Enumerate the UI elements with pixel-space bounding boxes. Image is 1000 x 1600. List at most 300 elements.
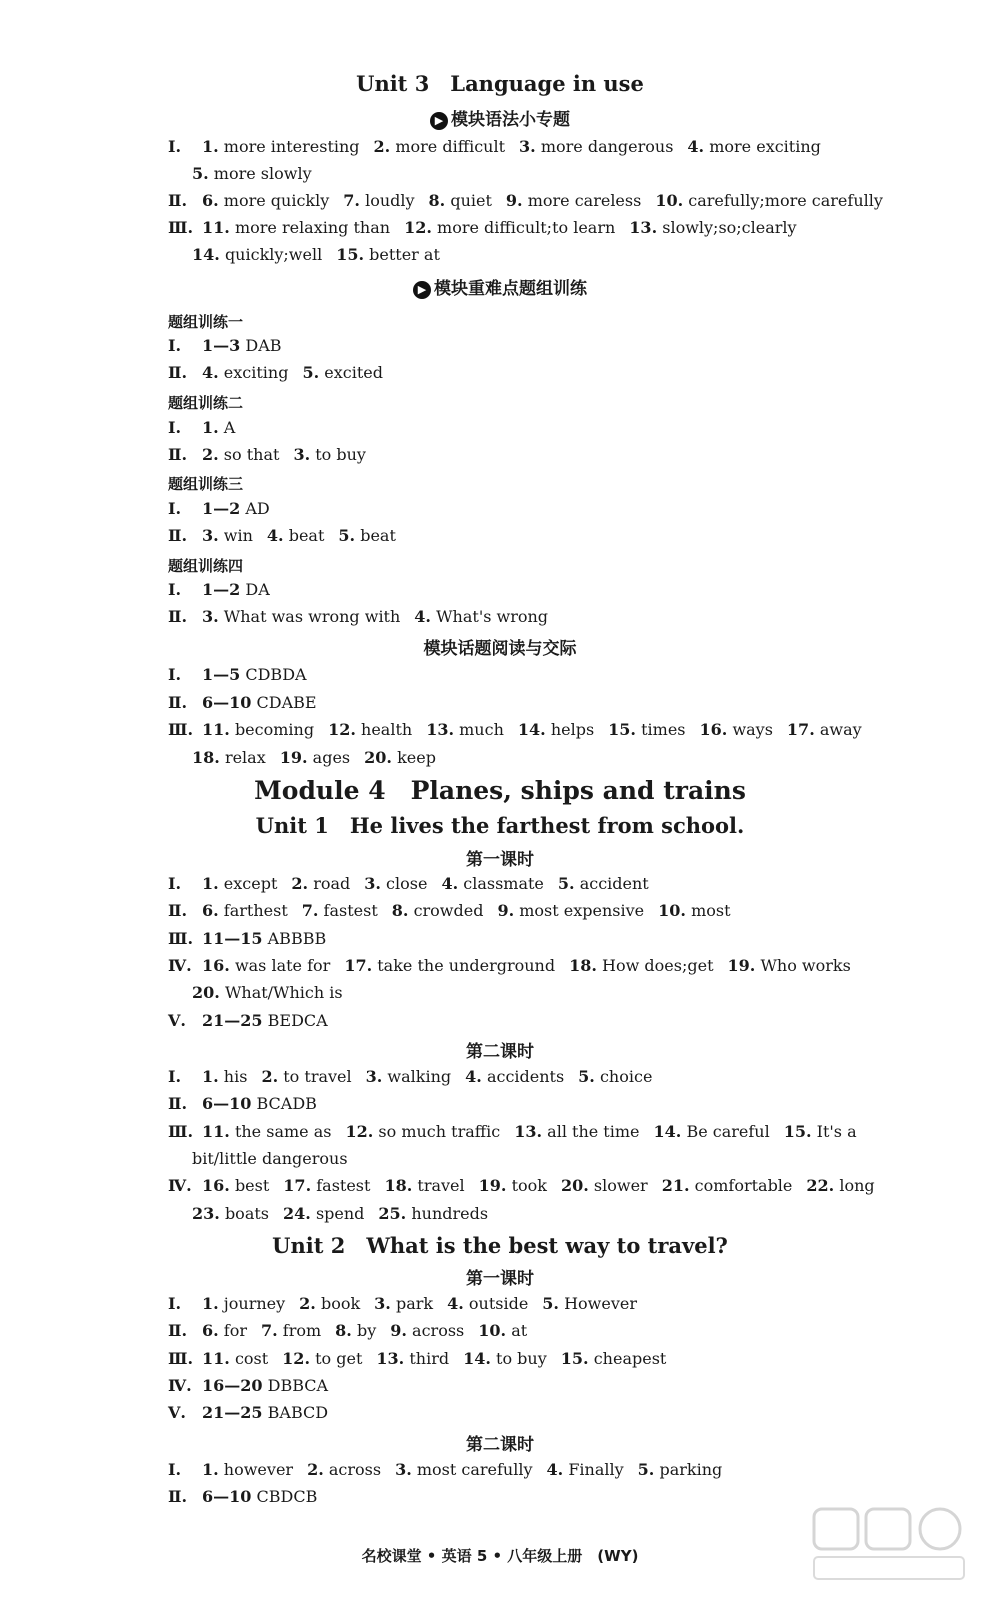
answer-text: close — [386, 874, 428, 893]
question-number: 23. — [192, 1203, 220, 1223]
answer-text: at — [511, 1321, 528, 1341]
answer-line — [192, 748, 450, 768]
roman-numeral: Ⅲ. — [168, 928, 194, 948]
roman-numeral: Ⅱ. — [168, 607, 188, 626]
answer-item — [366, 1067, 452, 1086]
question-number: 16—20 — [202, 1375, 263, 1395]
question-number: 1. — [202, 137, 219, 156]
answer-text: BEDCA — [267, 1010, 328, 1030]
question-number: 20. — [364, 747, 392, 767]
answer-text: CDABE — [256, 692, 317, 712]
answer-item — [202, 929, 326, 948]
answer-text: more difficult;to learn — [437, 218, 616, 237]
question-number: 14. — [517, 720, 546, 739]
answer-item — [202, 1011, 328, 1030]
roman-numeral: Ⅱ. — [168, 692, 188, 712]
answer-text: choice — [599, 1067, 653, 1086]
question-number: 4. — [441, 874, 459, 893]
answer-text: best — [234, 1176, 270, 1196]
question-number: 11. — [202, 1121, 230, 1141]
answer-text: more quickly — [223, 191, 330, 210]
answer-item — [192, 748, 266, 767]
answer-text: road — [313, 874, 351, 893]
question-number: 13. — [514, 1121, 543, 1141]
question-number: 1. — [202, 874, 219, 893]
answer-item — [328, 720, 412, 739]
answer-text: parking — [659, 1460, 723, 1479]
answer-item — [414, 607, 548, 626]
answer-item — [364, 874, 427, 893]
roman-numeral: Ⅱ. — [168, 1487, 188, 1506]
answer-item — [202, 1376, 328, 1395]
answer-text: BCADB — [256, 1094, 317, 1114]
answer-line — [168, 526, 410, 546]
answer-item — [202, 418, 235, 437]
answer-text: take the underground — [377, 955, 556, 975]
roman-numeral: Ⅱ. — [168, 1321, 188, 1341]
question-number: 8. — [391, 901, 409, 921]
question-number: 10. — [655, 191, 684, 210]
question-number: 7. — [261, 1321, 278, 1341]
page-footer: 名校课堂 • 英语 5 • 八年级上册 (WY) — [361, 1547, 639, 1565]
answer-item — [463, 1349, 547, 1368]
unit2-lesson2-heading: 第二课时 — [466, 1435, 534, 1455]
roman-numeral: Ⅱ. — [168, 526, 188, 545]
question-number: 6—10 — [202, 1094, 252, 1114]
answer-item — [390, 1321, 464, 1340]
roman-numeral: Ⅰ. — [168, 580, 182, 599]
answer-text: to buy — [315, 445, 366, 464]
answer-item — [261, 1067, 351, 1086]
module4-heading: Module 4 Planes, ships and trains — [254, 776, 746, 805]
question-number: 3. — [202, 607, 219, 626]
answer-text: loudly — [365, 191, 415, 210]
answer-item — [202, 956, 330, 975]
answer-text: for — [223, 1321, 247, 1341]
answer-line — [168, 665, 321, 685]
roman-numeral: Ⅳ. — [168, 955, 192, 975]
answer-text: DAB — [245, 336, 282, 355]
question-number: 9. — [497, 901, 515, 921]
question-number: 12. — [282, 1348, 311, 1368]
answer-text: book — [320, 1294, 361, 1313]
answer-item — [518, 720, 594, 739]
watermark-logo — [810, 1505, 970, 1585]
answer-line — [192, 164, 326, 184]
answer-item — [344, 956, 555, 975]
answer-item — [291, 874, 350, 893]
answer-text: took — [511, 1176, 547, 1196]
question-number: 5. — [338, 526, 356, 545]
answer-item — [202, 665, 307, 684]
question-number: 4. — [447, 1294, 464, 1313]
answer-line — [168, 218, 811, 238]
answer-line — [168, 418, 249, 438]
key-training-heading — [0, 274, 1000, 299]
question-number: 12. — [404, 218, 432, 237]
answer-text: third — [409, 1348, 450, 1368]
answer-item — [192, 245, 322, 264]
question-number: 3. — [395, 1460, 412, 1479]
answer-text: DBBCA — [267, 1375, 329, 1395]
key-training-title: 模块重难点题组训练 — [434, 279, 587, 299]
answer-text: so that — [223, 445, 280, 464]
roman-numeral: Ⅲ. — [168, 720, 194, 739]
question-number: 1—2 — [202, 580, 241, 599]
question-number: 11. — [202, 218, 230, 237]
answer-text: walking — [387, 1067, 452, 1086]
question-number: 13. — [629, 218, 658, 237]
answer-text: Finally — [568, 1460, 624, 1479]
answer-text: his — [223, 1067, 248, 1086]
answer-item — [202, 363, 288, 382]
answer-item — [478, 1321, 527, 1340]
answer-text: most expensive — [519, 901, 645, 921]
answer-item — [299, 1294, 360, 1313]
answer-text: beat — [360, 526, 396, 545]
answer-item — [202, 336, 282, 355]
answer-item — [784, 1122, 857, 1141]
answer-text: across — [328, 1460, 382, 1479]
answer-text: was late for — [234, 955, 331, 975]
module4-unit1-heading: Unit 1 He lives the farthest from school. — [255, 813, 745, 838]
answer-item — [384, 1176, 464, 1195]
answer-text: journey — [223, 1294, 286, 1313]
answer-text: excited — [324, 363, 383, 382]
answer-text: better at — [369, 245, 440, 264]
answer-line — [168, 1460, 736, 1480]
answer-text: more interesting — [223, 137, 360, 156]
answer-text: keep — [397, 747, 436, 767]
question-number: 21—25 — [202, 1403, 263, 1423]
question-number: 15. — [783, 1121, 812, 1141]
question-number: 2. — [299, 1294, 316, 1313]
answer-text: however — [223, 1460, 294, 1479]
question-number: 2. — [373, 137, 391, 156]
group-1-heading: 题组训练一 — [168, 313, 244, 331]
answer-item — [542, 1294, 637, 1313]
answer-text: park — [395, 1294, 434, 1313]
answer-line — [168, 720, 876, 740]
answer-text: ways — [732, 720, 773, 739]
question-number: 12. — [345, 1121, 374, 1141]
answer-line — [168, 607, 562, 627]
answer-item — [202, 607, 400, 626]
question-number: 22. — [806, 1176, 835, 1196]
question-number: 1—2 — [202, 499, 241, 518]
question-number: 1. — [202, 1067, 219, 1086]
answer-item — [202, 901, 288, 920]
answer-item — [202, 1122, 331, 1141]
answer-line — [168, 874, 663, 894]
answer-item — [687, 137, 820, 156]
question-number: 19. — [727, 955, 756, 975]
question-number: 7. — [343, 191, 360, 210]
answer-item — [192, 983, 343, 1002]
answer-text: across — [412, 1321, 465, 1341]
answer-item — [561, 1349, 667, 1368]
answer-text: win — [223, 526, 253, 545]
unit1-lesson1-heading: 第一课时 — [466, 850, 534, 870]
roman-numeral: Ⅰ. — [168, 1460, 182, 1479]
answer-line — [168, 1487, 331, 1507]
question-number: 16. — [202, 955, 230, 975]
answer-item — [578, 1067, 652, 1086]
question-number: 2. — [202, 445, 219, 464]
answer-text: comfortable — [694, 1176, 793, 1196]
question-number: 15. — [560, 1348, 589, 1368]
answer-text: except — [223, 874, 278, 893]
answer-text: fastest — [323, 901, 378, 921]
answer-text: hundreds — [411, 1203, 489, 1223]
roman-numeral: Ⅱ. — [168, 1094, 188, 1114]
answer-text: CBDCB — [256, 1487, 318, 1506]
answer-item — [202, 693, 317, 712]
group-3-heading: 题组训练三 — [168, 475, 244, 493]
roman-numeral: Ⅱ. — [168, 901, 188, 921]
answer-text: to travel — [283, 1067, 352, 1086]
question-number: 7. — [301, 901, 319, 921]
answer-text: times — [641, 720, 686, 739]
answer-text: How does;get — [602, 955, 714, 975]
answer-item — [202, 1321, 247, 1340]
answer-item — [364, 748, 436, 767]
answer-text: quiet — [450, 191, 492, 210]
question-number: 20. — [192, 983, 220, 1003]
question-number: 3. — [364, 874, 381, 893]
module4-unit2-heading: Unit 2 What is the best way to travel? — [272, 1233, 728, 1258]
answer-line — [168, 1176, 889, 1196]
answer-item — [202, 1176, 269, 1195]
roman-numeral: Ⅰ. — [168, 1294, 182, 1313]
question-number: 3. — [293, 445, 311, 464]
answer-item — [202, 191, 329, 210]
answer-text: ages — [312, 747, 351, 767]
answer-line — [168, 1122, 871, 1142]
answer-item — [376, 1349, 449, 1368]
answer-text: classmate — [463, 874, 544, 893]
answer-line — [168, 1403, 342, 1423]
answer-item — [192, 164, 312, 183]
answer-text: BABCD — [267, 1403, 329, 1423]
answer-item — [404, 218, 615, 237]
answer-text: ABBBB — [267, 928, 327, 948]
answer-item — [282, 1349, 362, 1368]
answer-text: Who works — [760, 955, 851, 975]
answer-text: bit/little dangerous — [192, 1148, 348, 1168]
answer-text: most — [691, 901, 731, 921]
question-number: 14. — [653, 1121, 682, 1141]
question-number: 21. — [661, 1176, 690, 1196]
question-number: 4. — [202, 363, 219, 382]
answer-text: quickly;well — [224, 245, 323, 264]
answer-line — [168, 693, 331, 713]
question-number: 6—10 — [202, 1487, 252, 1506]
answer-item — [202, 1349, 268, 1368]
answer-text: away — [819, 720, 862, 739]
play-arrow-icon: ▶ — [430, 112, 448, 130]
answer-text: outside — [468, 1294, 529, 1313]
answer-text: boats — [224, 1203, 269, 1223]
answer-line — [168, 956, 865, 976]
question-number: 15. — [608, 720, 636, 739]
question-number: 10. — [658, 901, 686, 921]
answer-line — [168, 137, 835, 157]
answer-text: relax — [224, 747, 266, 767]
answer-line — [168, 929, 340, 949]
answer-text: the same as — [234, 1121, 332, 1141]
answer-text: helps — [550, 720, 595, 739]
answer-text: more careless — [527, 191, 642, 210]
answer-item — [293, 445, 366, 464]
answer-item — [261, 1321, 321, 1340]
roman-numeral: Ⅰ. — [168, 1067, 182, 1086]
answer-text: Be careful — [686, 1121, 770, 1141]
answer-item — [395, 1460, 532, 1479]
answer-item — [378, 1204, 488, 1223]
answer-text: beat — [288, 526, 325, 545]
question-number: 17. — [344, 955, 373, 975]
answer-item — [202, 137, 360, 156]
question-number: 1. — [202, 1460, 219, 1479]
question-number: 1. — [202, 1294, 219, 1313]
question-number: 20. — [560, 1176, 589, 1196]
answer-text: However — [564, 1294, 637, 1313]
question-number: 8. — [428, 191, 446, 210]
answer-line — [168, 1294, 651, 1314]
answer-item — [629, 218, 796, 237]
answer-text: becoming — [234, 720, 315, 739]
question-number: 18. — [192, 747, 220, 767]
answer-item — [343, 191, 414, 210]
answer-text: health — [361, 720, 413, 739]
question-number: 1. — [202, 418, 219, 437]
question-number: 15. — [336, 245, 365, 264]
roman-numeral: Ⅱ. — [168, 191, 188, 210]
answer-text: CDBDA — [245, 665, 307, 684]
answer-item — [374, 137, 505, 156]
question-number: 1—3 — [202, 336, 241, 355]
question-number: 12. — [328, 720, 356, 739]
answer-item — [202, 1460, 293, 1479]
answer-line — [168, 336, 296, 356]
answer-text: spend — [315, 1203, 365, 1223]
question-number: 9. — [390, 1321, 407, 1341]
answer-item — [654, 1122, 770, 1141]
answer-item — [441, 874, 543, 893]
answer-line — [168, 191, 897, 211]
answer-text: much — [459, 720, 504, 739]
roman-numeral: Ⅳ. — [168, 1375, 192, 1395]
answer-item — [787, 720, 862, 739]
question-number: 16. — [202, 1176, 230, 1196]
question-number: 18. — [569, 955, 597, 975]
question-number: 5. — [542, 1294, 559, 1313]
answer-item — [547, 1460, 624, 1479]
roman-numeral: Ⅰ. — [168, 137, 182, 156]
group-2-heading: 题组训练二 — [168, 394, 244, 412]
answer-line — [192, 1149, 362, 1169]
answer-text: carefully;more carefully — [688, 191, 883, 210]
answer-item — [192, 1149, 348, 1168]
answer-item — [302, 363, 383, 382]
answer-item — [202, 1094, 317, 1113]
question-number: 19. — [478, 1176, 507, 1196]
roman-numeral: Ⅰ. — [168, 418, 182, 437]
roman-numeral: Ⅴ. — [168, 1403, 186, 1423]
answer-item — [658, 901, 730, 920]
answer-item — [202, 499, 270, 518]
answer-item — [202, 218, 390, 237]
answer-item — [202, 720, 314, 739]
question-number: 3. — [365, 1067, 383, 1086]
question-number: 8. — [335, 1321, 352, 1341]
answer-text: from — [282, 1321, 322, 1341]
answer-text: more difficult — [395, 137, 506, 156]
roman-numeral: Ⅲ. — [168, 218, 194, 237]
question-number: 6. — [202, 191, 219, 210]
question-number: 5. — [637, 1460, 655, 1479]
question-number: 21—25 — [202, 1010, 263, 1030]
answer-item — [192, 1204, 269, 1223]
answer-text: It's a — [816, 1121, 857, 1141]
answer-item — [302, 901, 378, 920]
answer-text: more dangerous — [540, 137, 674, 156]
answer-item — [700, 720, 773, 739]
roman-numeral: Ⅰ. — [168, 665, 182, 684]
answer-item — [307, 1460, 381, 1479]
answer-line — [168, 1321, 541, 1341]
question-number: 2. — [261, 1067, 279, 1086]
answer-text: cheapest — [593, 1348, 667, 1368]
answer-item — [447, 1294, 528, 1313]
roman-numeral: Ⅴ. — [168, 1010, 186, 1030]
answer-line — [168, 1094, 331, 1114]
answer-item — [426, 720, 504, 739]
answer-text: What's wrong — [436, 607, 549, 626]
answer-item — [662, 1176, 793, 1195]
question-number: 2. — [291, 874, 309, 893]
question-number: 4. — [546, 1460, 564, 1479]
grammar-section-heading — [0, 105, 1000, 130]
answer-text: cost — [234, 1348, 269, 1368]
question-number: 17. — [786, 720, 815, 739]
roman-numeral: Ⅳ. — [168, 1176, 192, 1196]
answer-line — [168, 1376, 342, 1396]
answer-text: to get — [315, 1348, 363, 1368]
question-number: 10. — [478, 1321, 507, 1341]
answer-text: most carefully — [416, 1460, 533, 1479]
answer-line — [168, 1011, 342, 1031]
answer-item — [202, 445, 279, 464]
question-number: 5. — [192, 164, 209, 183]
answer-item — [569, 956, 713, 975]
answer-text: accidents — [486, 1067, 565, 1086]
question-number: 6—10 — [202, 692, 252, 712]
answer-item — [202, 526, 253, 545]
answer-item — [465, 1067, 564, 1086]
unit1-lesson2-heading: 第二课时 — [466, 1042, 534, 1062]
answer-item — [202, 1294, 285, 1313]
answer-text: all the time — [547, 1121, 640, 1141]
answer-item — [655, 191, 883, 210]
question-number: 3. — [519, 137, 536, 156]
answer-text: more relaxing than — [234, 218, 391, 237]
answer-text: travel — [417, 1176, 465, 1196]
unit2-lesson1-heading: 第一课时 — [466, 1269, 534, 1289]
question-number: 14. — [463, 1348, 491, 1368]
answer-item — [561, 1176, 648, 1195]
